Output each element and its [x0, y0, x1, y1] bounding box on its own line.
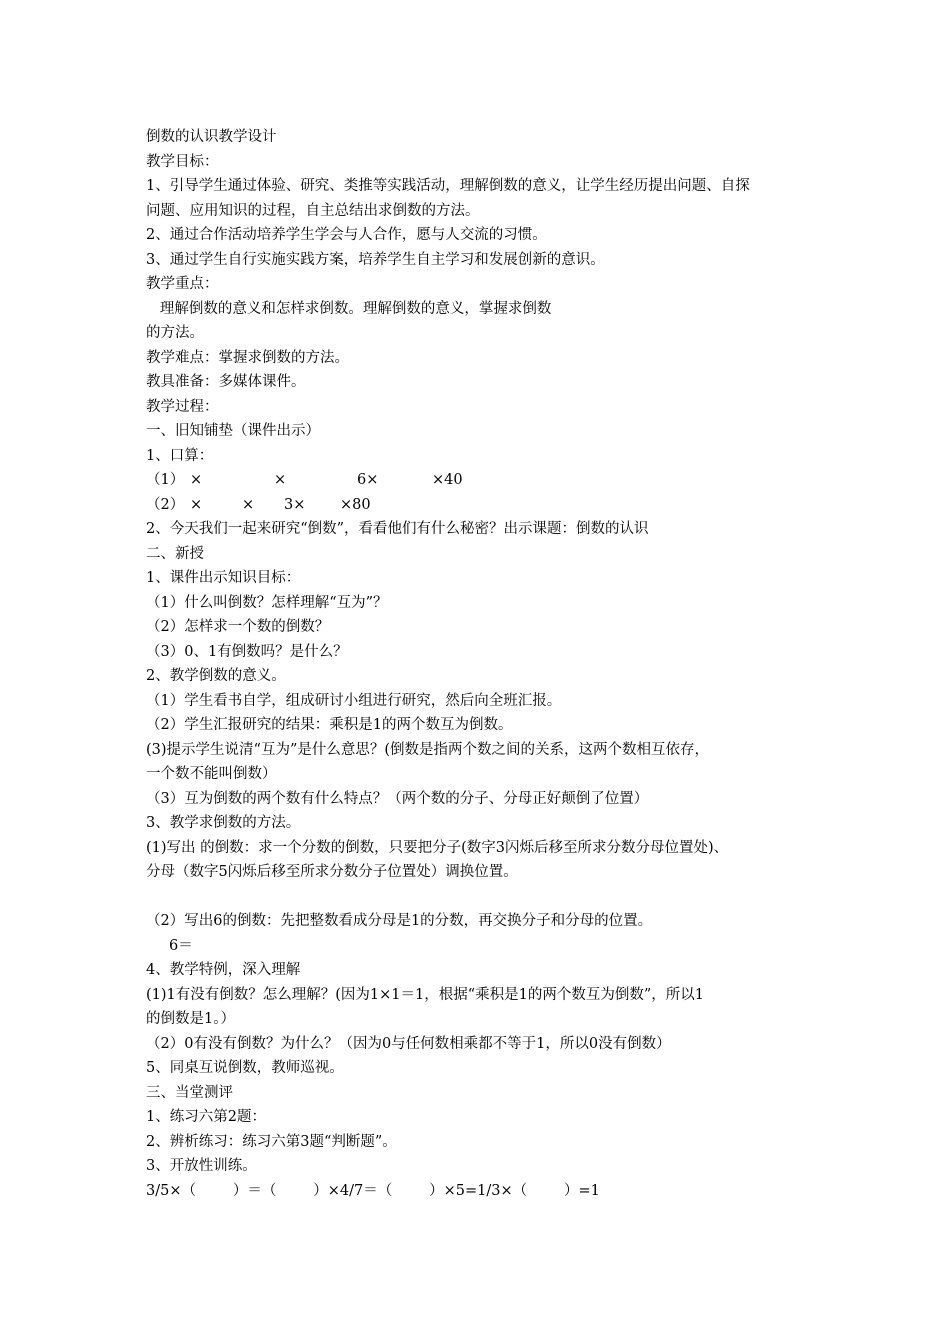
document-title: 倒数的认识教学设计	[146, 129, 277, 145]
text-line: 2、通过合作活动培养学生学会与人合作，愿与人交流的习惯。	[146, 227, 547, 243]
oral-calc-item: ×80	[340, 496, 371, 513]
text-line: 1、口算：	[146, 447, 214, 464]
text-line: 3、教学求倒数的方法。	[146, 815, 301, 831]
text-line: 5、同桌互说倒数，教师巡视。	[146, 1060, 344, 1076]
text-line: (1)写出 的倒数：求一个分数的倒数，只要把分子(数字3闪烁后移至所求分数分母位置处)、	[146, 839, 729, 856]
text-line: 的方法。	[146, 325, 204, 341]
text-line: 教学难点：掌握求倒数的方法。	[146, 349, 349, 366]
section-heading: 三、当堂测评	[146, 1084, 233, 1101]
section-heading: 教学重点：	[146, 276, 219, 292]
oral-calc-item: ×	[190, 472, 203, 488]
text-line: 的倒数是1。）	[146, 1011, 235, 1027]
oral-calc-item: 6×	[357, 472, 379, 488]
text-line: 3、通过学生自行实施实践方案，培养学生自主学习和发展创新的意识。	[146, 251, 605, 268]
text-line: (3)提示学生说清“互为”是什么意思？(倒数是指两个数之间的关系，这两个数相互依存，	[146, 741, 710, 758]
document-body	[146, 125, 826, 1203]
text-line: (1)1有没有倒数？怎么理解？(因为1×1＝1，根据“乘积是1的两个数互为倒数”，所以1	[146, 986, 705, 1003]
oral-calc-row-1	[146, 468, 826, 493]
oral-calc-label: （1）	[146, 472, 185, 488]
text-line: （3）互为倒数的两个数有什么特点？（两个数的分子、分母正好颠倒了位置）	[146, 790, 649, 807]
text-line: （3）0、1有倒数吗？是什么？	[146, 643, 348, 660]
blank-line	[146, 885, 826, 910]
oral-calc-item: ×	[190, 496, 203, 513]
oral-calc-item: 3×	[284, 496, 306, 513]
oral-calc-item: ×	[242, 496, 255, 513]
text-line: （2）学生汇报研究的结果：乘积是1的两个数互为倒数。	[146, 717, 513, 733]
text-line: 3/5×（ ）＝（ ）×4/7＝（ ）×5=1/3×（ ）=1	[146, 1182, 600, 1199]
text-line: 6＝	[146, 937, 193, 954]
section-heading: 一、旧知铺垫（课件出示）	[146, 423, 320, 439]
text-line: 3、开放性训练。	[146, 1158, 257, 1174]
text-line: 2、教学倒数的意义。	[146, 668, 286, 684]
text-line: 教具准备：多媒体课件。	[146, 374, 306, 390]
oral-calc-item: ×	[274, 472, 287, 488]
section-heading: 教学过程：	[146, 398, 219, 415]
text-line: 理解倒数的意义和怎样求倒数。理解倒数的意义，掌握求倒数	[146, 300, 552, 317]
text-line: 2、辨析练习：练习六第3题“判断题”。	[146, 1133, 397, 1150]
text-line: 教学目标：	[146, 153, 219, 170]
text-line: 问题、应用知识的过程，自主总结出求倒数的方法。	[146, 202, 480, 219]
text-line: （2）写出6的倒数：先把整数看成分母是1的分数，再交换分子和分母的位置。	[146, 913, 653, 929]
text-line: 1、练习六第2题：	[146, 1109, 266, 1125]
text-line: 1、引导学生通过体验、研究、类推等实践活动，理解倒数的意义，让学生经历提出问题、自探	[146, 178, 750, 194]
text-line: （2）怎样求一个数的倒数？	[146, 619, 330, 635]
text-line: 4、教学特例，深入理解	[146, 962, 301, 978]
text-line: （1）什么叫倒数？怎样理解“互为”？	[146, 594, 388, 611]
text-line: （2）0有没有倒数？为什么？（因为0与任何数相乘都不等于1，所以0没有倒数）	[146, 1035, 671, 1052]
oral-calc-item: ×40	[432, 472, 463, 488]
section-heading: 二、新授	[146, 545, 204, 562]
text-line: 一个数不能叫倒数）	[146, 766, 277, 782]
text-line: 2、今天我们一起来研究“倒数”，看看他们有什么秘密？出示课题：倒数的认识	[146, 521, 649, 537]
text-line: 分母（数字5闪烁后移至所求分数分子位置处）调换位置。	[146, 864, 518, 880]
text-line: （1）学生看书自学，组成研讨小组进行研究，然后向全班汇报。	[146, 692, 562, 709]
oral-calc-row-2	[146, 493, 826, 518]
text-line: 1、课件出示知识目标：	[146, 570, 301, 586]
oral-calc-label: （2）	[146, 496, 185, 513]
